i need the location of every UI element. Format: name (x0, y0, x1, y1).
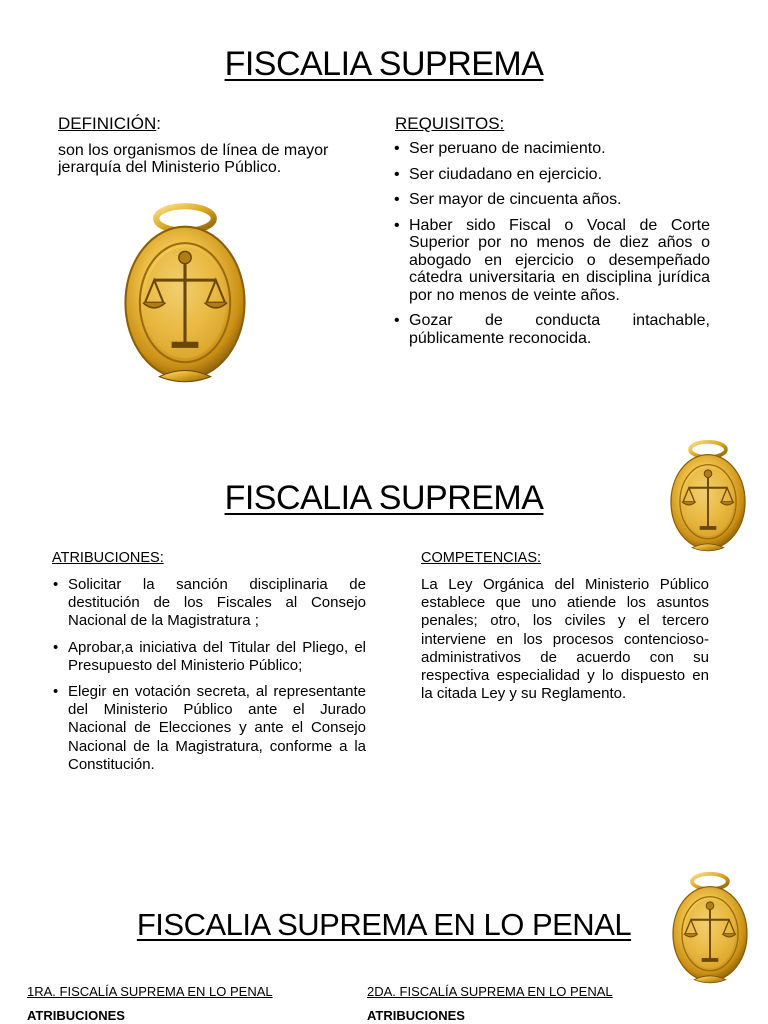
list-item: • Ser mayor de cincuenta años. (393, 191, 710, 209)
competences-heading: COMPETENCIAS: (421, 550, 542, 566)
list-item: • Gozar de conducta intachable, públicamente reconocida. (393, 312, 710, 347)
col1-subheading: ATRIBUCIONES (27, 1008, 125, 1023)
definition-heading-colon: : (156, 114, 161, 133)
list-item: • Solicitar la sanción disciplinaria de destitución de los Fiscales al Consejo Nacional de la Magistratura ; (52, 576, 366, 631)
col1-heading: 1RA. FISCALÍA SUPREMA EN LO PENAL (27, 984, 273, 999)
list-item: • Ser peruano de nacimiento. (393, 140, 710, 158)
list-item: • Aprobar,a iniciativa del Titular del Pliego, el Presupuesto del Ministerio Público; (52, 639, 366, 675)
definition-text: son los organismos de línea de mayor jerarquía del Ministerio Público. (58, 142, 329, 176)
col2-heading: 2DA. FISCALÍA SUPREMA EN LO PENAL (367, 984, 613, 999)
requirements-list (393, 140, 710, 347)
competences-text: La Ley Orgánica del Ministerio Público establece que uno atiende los asuntos penales; otro, los civiles y el tercero interviene en los procesos contencioso-administrativos de acuerdo con su respectiva especialidad y lo dispuesto en la citada Ley y su Reglamento. (421, 576, 709, 703)
ministerio-publico-badge-icon (118, 200, 252, 390)
attributions-heading: ATRIBUCIONES: (52, 550, 164, 566)
col2-subheading: ATRIBUCIONES (367, 1008, 465, 1023)
attributions-list (52, 576, 366, 774)
list-item: • Elegir en votación secreta, al representante del Ministerio Público ante el Jurado Nacional de Elecciones y ante el Consejo Nacional de la Magistratura, conforme a la Constitución. (52, 683, 366, 774)
slide3-title: FISCALIA SUPREMA EN LO PENAL (136, 907, 632, 942)
slide2-title: FISCALIA SUPREMA (224, 479, 544, 517)
slide1-title: FISCALIA SUPREMA (224, 45, 544, 83)
list-item: • Ser ciudadano en ejercicio. (393, 166, 710, 184)
list-item: • Haber sido Fiscal o Vocal de Corte Superior por no menos de diez años o abogado en ejercicio o desempeñado cátedra universitaria en disciplina jurídica por no menos de veinte años. (393, 217, 710, 305)
definition-heading (58, 114, 161, 134)
definition-heading-label: DEFINICIÓN (58, 114, 157, 133)
requirements-heading: REQUISITOS: (395, 114, 505, 133)
